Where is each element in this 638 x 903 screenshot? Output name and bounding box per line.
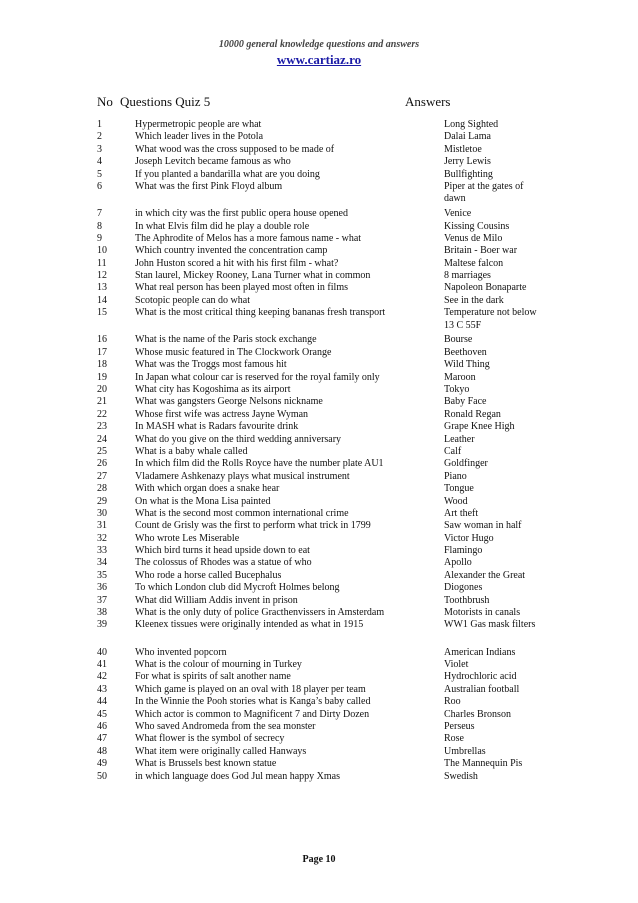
question-number: 42 (97, 671, 107, 683)
quiz-list (0, 119, 638, 783)
answer-text: Piano (444, 470, 467, 482)
answer-text: Swedish (444, 770, 478, 782)
question-text: In Japan what colour car is reserved for the royal family only (135, 371, 380, 383)
question-number: 8 (97, 220, 102, 232)
answer-text: Long Sighted (444, 119, 499, 130)
question-text: Count de Grisly was the first to perform what trick in 1799 (135, 520, 371, 532)
answer-text: Charles Bronson (444, 708, 511, 720)
table-row (0, 131, 638, 143)
answer-text: Temperature not below 13 C 55F (444, 307, 537, 331)
column-header-questions: Questions Quiz 5 (120, 94, 211, 109)
question-text: What is the second most common international crime (135, 507, 349, 519)
answer-text: Kissing Cousins (444, 220, 510, 232)
answer-text: Venus de Milo (444, 232, 503, 244)
table-row (0, 334, 638, 346)
answer-text: Perseus (444, 720, 475, 732)
question-number: 31 (97, 520, 107, 532)
answer-text: Mistletoe (444, 143, 482, 155)
question-text: What was the Troggs most famous hit (135, 359, 287, 371)
question-text: Kleenex tissues were originally intended as what in 1915 (135, 619, 364, 631)
question-number: 3 (97, 143, 102, 155)
table-row (0, 733, 638, 745)
table-row (0, 282, 638, 294)
table-row (0, 434, 638, 446)
answer-text: Wood (444, 495, 468, 507)
question-number: 28 (97, 483, 107, 495)
question-text: If you planted a bandarilla what are you doing (135, 168, 320, 180)
question-text: Who saved Andromeda from the sea monster (135, 720, 316, 732)
question-number: 23 (97, 421, 107, 433)
question-number: 7 (97, 208, 102, 220)
question-text: The colossus of Rhodes was a statue of who (135, 557, 312, 569)
question-number: 17 (97, 346, 107, 358)
question-number: 24 (97, 433, 107, 445)
answer-text: Calf (444, 445, 462, 457)
question-number: 11 (97, 257, 107, 269)
answer-text: Bullfighting (444, 168, 493, 180)
table-row (0, 347, 638, 359)
table-row (0, 208, 638, 220)
question-number: 39 (97, 619, 107, 631)
answer-text: Rose (444, 733, 464, 745)
answer-text: Napoleon Bonaparte (444, 282, 527, 294)
table-row (0, 533, 638, 545)
question-text: To which London club did Mycroft Holmes belong (135, 582, 340, 594)
question-text: What did William Addis invent in prison (135, 594, 298, 606)
question-text: In what Elvis film did he play a double role (135, 220, 310, 232)
question-number: 29 (97, 495, 107, 507)
table-row (0, 372, 638, 384)
question-number: 49 (97, 758, 107, 770)
table-row (0, 595, 638, 607)
table-row (0, 396, 638, 408)
question-text: What was the first Pink Floyd album (135, 180, 283, 192)
question-number: 6 (97, 180, 102, 192)
answer-text: Violet (444, 659, 469, 671)
table-row (0, 496, 638, 508)
question-text: What is the colour of mourning in Turkey (135, 659, 302, 671)
table-row (0, 409, 638, 421)
question-text: Joseph Levitch became famous as who (135, 156, 291, 168)
table-row (0, 156, 638, 168)
table-row (0, 359, 638, 371)
question-text: What is the name of the Paris stock exchange (135, 334, 317, 346)
table-row (0, 520, 638, 532)
table-row (0, 119, 638, 131)
question-number: 32 (97, 532, 107, 544)
question-text: In which film did the Rolls Royce have the number plate AU1 (135, 458, 384, 470)
answer-text: Australian football (444, 683, 520, 695)
question-number: 12 (97, 270, 107, 282)
answer-text: Wild Thing (444, 359, 490, 371)
question-number: 38 (97, 607, 107, 619)
table-row (0, 557, 638, 569)
website-url[interactable]: www.cartiaz.ro (276, 52, 362, 67)
answer-text: American Indians (444, 646, 516, 658)
question-text: For what is spirits of salt another name (135, 671, 291, 683)
answer-text: Ronald Regan (444, 408, 501, 420)
answer-text: Roo (444, 696, 461, 708)
question-text: On what is the Mona Lisa painted (135, 495, 271, 507)
question-number: 43 (97, 683, 107, 695)
question-number: 26 (97, 458, 107, 470)
answer-text: Baby Face (444, 396, 487, 408)
question-number: 20 (97, 384, 107, 396)
table-row (0, 233, 638, 245)
answer-text: Flamingo (444, 545, 483, 557)
question-number: 5 (97, 168, 102, 180)
answer-text: Dalai Lama (444, 131, 491, 143)
table-row (0, 258, 638, 270)
question-number: 47 (97, 733, 107, 745)
question-number: 22 (97, 408, 107, 420)
answer-text: Maltese falcon (444, 257, 504, 269)
question-text: Which country invented the concentration camp (135, 245, 328, 257)
question-text: Which game is played on an oval with 18 player per team (135, 683, 366, 695)
question-number: 21 (97, 396, 107, 408)
question-text: Stan laurel, Mickey Rooney, Lana Turner what in common (135, 270, 371, 282)
answer-text: Tongue (444, 483, 474, 495)
question-number: 2 (97, 131, 102, 143)
answer-text: Britain - Boer war (444, 245, 518, 257)
question-text: In the Winnie the Pooh stories what is Kanga’s baby called (135, 696, 371, 708)
table-row (0, 446, 638, 458)
question-text: What flower is the symbol of secrecy (135, 733, 285, 745)
question-text: in which language does God Jul mean happy Xmas (135, 770, 340, 782)
question-text: in which city was the first public opera house opened (135, 208, 348, 220)
table-row (0, 471, 638, 483)
question-text: What is the most critical thing keeping bananas fresh transport (135, 307, 386, 319)
question-number: 35 (97, 569, 107, 581)
answer-text: 8 marriages (444, 270, 491, 282)
question-text: Which bird turns it head upside down to eat (135, 545, 310, 557)
question-number: 30 (97, 507, 107, 519)
table-row (0, 508, 638, 520)
table-row (0, 384, 638, 396)
question-text: What was gangsters George Nelsons nickname (135, 396, 323, 408)
table-row (0, 483, 638, 495)
question-text: Whose music featured in The Clockwork Orange (135, 346, 332, 358)
table-row (0, 619, 638, 644)
question-number: 37 (97, 594, 107, 606)
answer-text: Venice (444, 208, 472, 220)
table-row (0, 221, 638, 233)
question-number: 25 (97, 445, 107, 457)
table-row (0, 270, 638, 282)
answer-text: Alexander the Great (444, 569, 526, 581)
question-number: 41 (97, 659, 107, 671)
question-number: 1 (97, 119, 102, 130)
question-number: 9 (97, 232, 102, 244)
question-text: The Aphrodite of Melos has a more famous name - what (135, 232, 362, 244)
question-number: 15 (97, 307, 107, 319)
answer-text: Victor Hugo (444, 532, 494, 544)
question-number: 48 (97, 745, 107, 757)
answer-text: See in the dark (444, 294, 504, 306)
table-row (0, 659, 638, 671)
question-number: 36 (97, 582, 107, 594)
question-number: 40 (97, 646, 107, 658)
question-text: Who wrote Les Miserable (135, 532, 240, 544)
question-text: Who invented popcorn (135, 646, 227, 658)
answer-text: Beethoven (444, 346, 487, 358)
answer-text: Maroon (444, 371, 476, 383)
table-row (0, 582, 638, 594)
answer-text: Jerry Lewis (444, 156, 491, 168)
table-row (0, 169, 638, 181)
table-row (0, 758, 638, 770)
table-row (0, 144, 638, 156)
document-header-title: 10000 general knowledge questions and answers (218, 39, 420, 50)
question-number: 19 (97, 371, 107, 383)
answer-text: Hydrochloric acid (444, 671, 517, 683)
question-text: Hypermetropic people are what (135, 119, 262, 130)
page-number: Page 10 (302, 854, 336, 865)
answer-text: The Mannequin Pis (444, 758, 523, 770)
answer-text: Motorists in canals (444, 607, 521, 619)
answer-text: Toothbrush (444, 594, 490, 606)
question-number: 46 (97, 720, 107, 732)
table-row (0, 696, 638, 708)
answer-text: Tokyo (444, 384, 470, 396)
question-number: 16 (97, 334, 107, 346)
question-text: What is Brussels best known statue (135, 758, 277, 770)
question-number: 13 (97, 282, 107, 294)
answer-text: Leather (444, 433, 475, 445)
question-number: 50 (97, 770, 107, 782)
question-number: 14 (97, 294, 107, 306)
table-row (0, 245, 638, 257)
question-text: Which actor is common to Magnificent 7 and Dirty Dozen (135, 708, 370, 720)
answer-text: Bourse (444, 334, 473, 346)
question-text: What do you give on the third wedding anniversary (135, 433, 342, 445)
question-text: What real person has been played most often in films (135, 282, 348, 294)
answer-text: Umbrellas (444, 745, 486, 757)
table-row (0, 671, 638, 683)
question-number: 18 (97, 359, 107, 371)
table-row (0, 458, 638, 470)
table-row (0, 545, 638, 557)
answer-text: Art theft (444, 507, 479, 519)
question-text: Which leader lives in the Potola (135, 131, 264, 143)
table-row (0, 721, 638, 733)
column-header-no: No (97, 94, 113, 109)
question-number: 4 (97, 156, 102, 168)
question-text: With which organ does a snake hear (135, 483, 280, 495)
table-row (0, 746, 638, 758)
table-row (0, 647, 638, 659)
question-text: What is a baby whale called (135, 445, 248, 457)
question-text: Whose first wife was actress Jayne Wyman (135, 408, 309, 420)
answer-text: Apollo (444, 557, 472, 569)
column-header-answers: Answers (405, 94, 451, 109)
answer-text: Saw woman in half (444, 520, 522, 532)
question-text: Who rode a horse called Bucephalus (135, 569, 282, 581)
table-row (0, 709, 638, 721)
question-number: 27 (97, 470, 107, 482)
table-row (0, 307, 638, 332)
question-number: 34 (97, 557, 107, 569)
question-number: 44 (97, 696, 107, 708)
website-link[interactable] (0, 52, 638, 68)
question-number: 10 (97, 245, 107, 257)
table-row (0, 771, 638, 783)
question-number: 33 (97, 545, 107, 557)
table-row (0, 421, 638, 433)
table-row (0, 181, 638, 206)
answer-text: Diogones (444, 582, 483, 594)
table-row (0, 684, 638, 696)
answer-text: Grape Knee High (444, 421, 515, 433)
question-text: What item were originally called Hanways (135, 745, 307, 757)
question-text: What is the only duty of police Gracthenvissers in Amsterdam (135, 607, 385, 619)
question-text: In MASH what is Radars favourite drink (135, 421, 299, 433)
question-text: Scotopic people can do what (135, 294, 250, 306)
table-row (0, 607, 638, 619)
table-row (0, 295, 638, 307)
answer-text: WW1 Gas mask filters (444, 619, 536, 631)
question-number: 45 (97, 708, 107, 720)
answer-text: Goldfinger (444, 458, 488, 470)
question-text: What wood was the cross supposed to be made of (135, 143, 335, 155)
question-text: John Huston scored a hit with his first film - what? (135, 257, 339, 269)
table-row (0, 570, 638, 582)
question-text: Vladamere Ashkenazy plays what musical instrument (135, 470, 350, 482)
answer-text: Piper at the gates of dawn (444, 180, 524, 205)
question-text: What city has Kogoshima as its airport (135, 384, 291, 396)
